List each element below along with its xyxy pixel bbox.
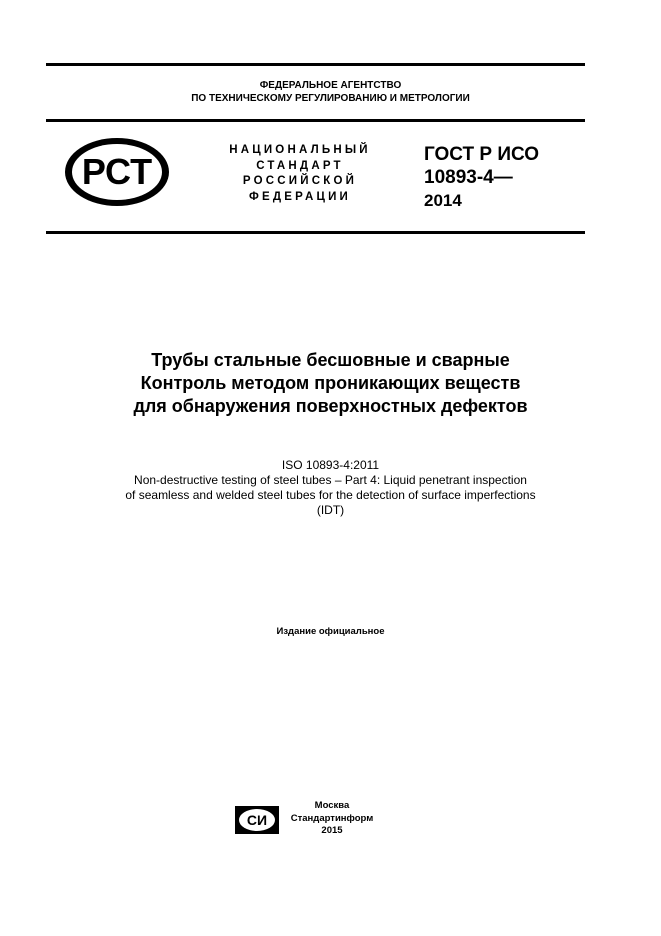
iso-reference [0, 458, 661, 518]
publisher-city: Москва [314, 800, 350, 811]
national-line-4: ФЕДЕРАЦИИ [248, 190, 352, 203]
iso-title-line-1: Non-destructive testing of steel tubes – Part 4: Liquid penetrant inspection [134, 473, 527, 487]
agency-name-line-1: ФЕДЕРАЛЬНОЕ АГЕНТСТВО [259, 80, 402, 91]
title-line-3: для обнаружения поверхностных дефектов [133, 396, 528, 416]
standartinform-logo [234, 804, 280, 836]
title-line-1: Трубы стальные бесшовные и сварные [151, 350, 510, 370]
iso-number: ISO 10893-4:2011 [281, 458, 380, 472]
gost-r-logo [62, 136, 172, 208]
gost-r-logo-icon [62, 136, 172, 208]
header-bottom-rule [46, 231, 585, 234]
national-line-1: НАЦИОНАЛЬНЫЙ [229, 144, 371, 156]
iso-title-line-2: of seamless and welded steel tubes for the detection of surface imperfections [125, 488, 536, 502]
standard-code-line-2: 10893-4— [424, 167, 513, 188]
agency-name-line-2: ПО ТЕХНИЧЕСКОМУ РЕГУЛИРОВАНИЮ И МЕТРОЛОГИИ [191, 93, 470, 104]
standard-code [424, 143, 539, 212]
header-rule [46, 119, 585, 122]
national-line-2: СТАНДАРТ [256, 159, 344, 172]
standartinform-logo-text: СИ [246, 812, 268, 828]
publisher-year: 2015 [321, 825, 343, 836]
standard-code-line-1: ГОСТ Р ИСО [424, 144, 540, 165]
national-line-3: РОССИЙСКОЙ [242, 175, 358, 187]
publisher-info [280, 800, 384, 838]
top-rule [46, 63, 585, 66]
national-standard-label [205, 143, 395, 205]
title-line-2: Контроль методом проникающих веществ [140, 373, 521, 393]
standard-code-year: 2014 [424, 191, 462, 210]
document-title [0, 349, 661, 418]
publisher-name: Стандартинформ [290, 812, 374, 824]
standartinform-logo-icon [234, 804, 280, 836]
official-edition-label: Издание официальное [276, 626, 385, 637]
iso-equivalence: (IDT) [316, 503, 345, 517]
gost-r-logo-text: РСТ [81, 151, 153, 192]
